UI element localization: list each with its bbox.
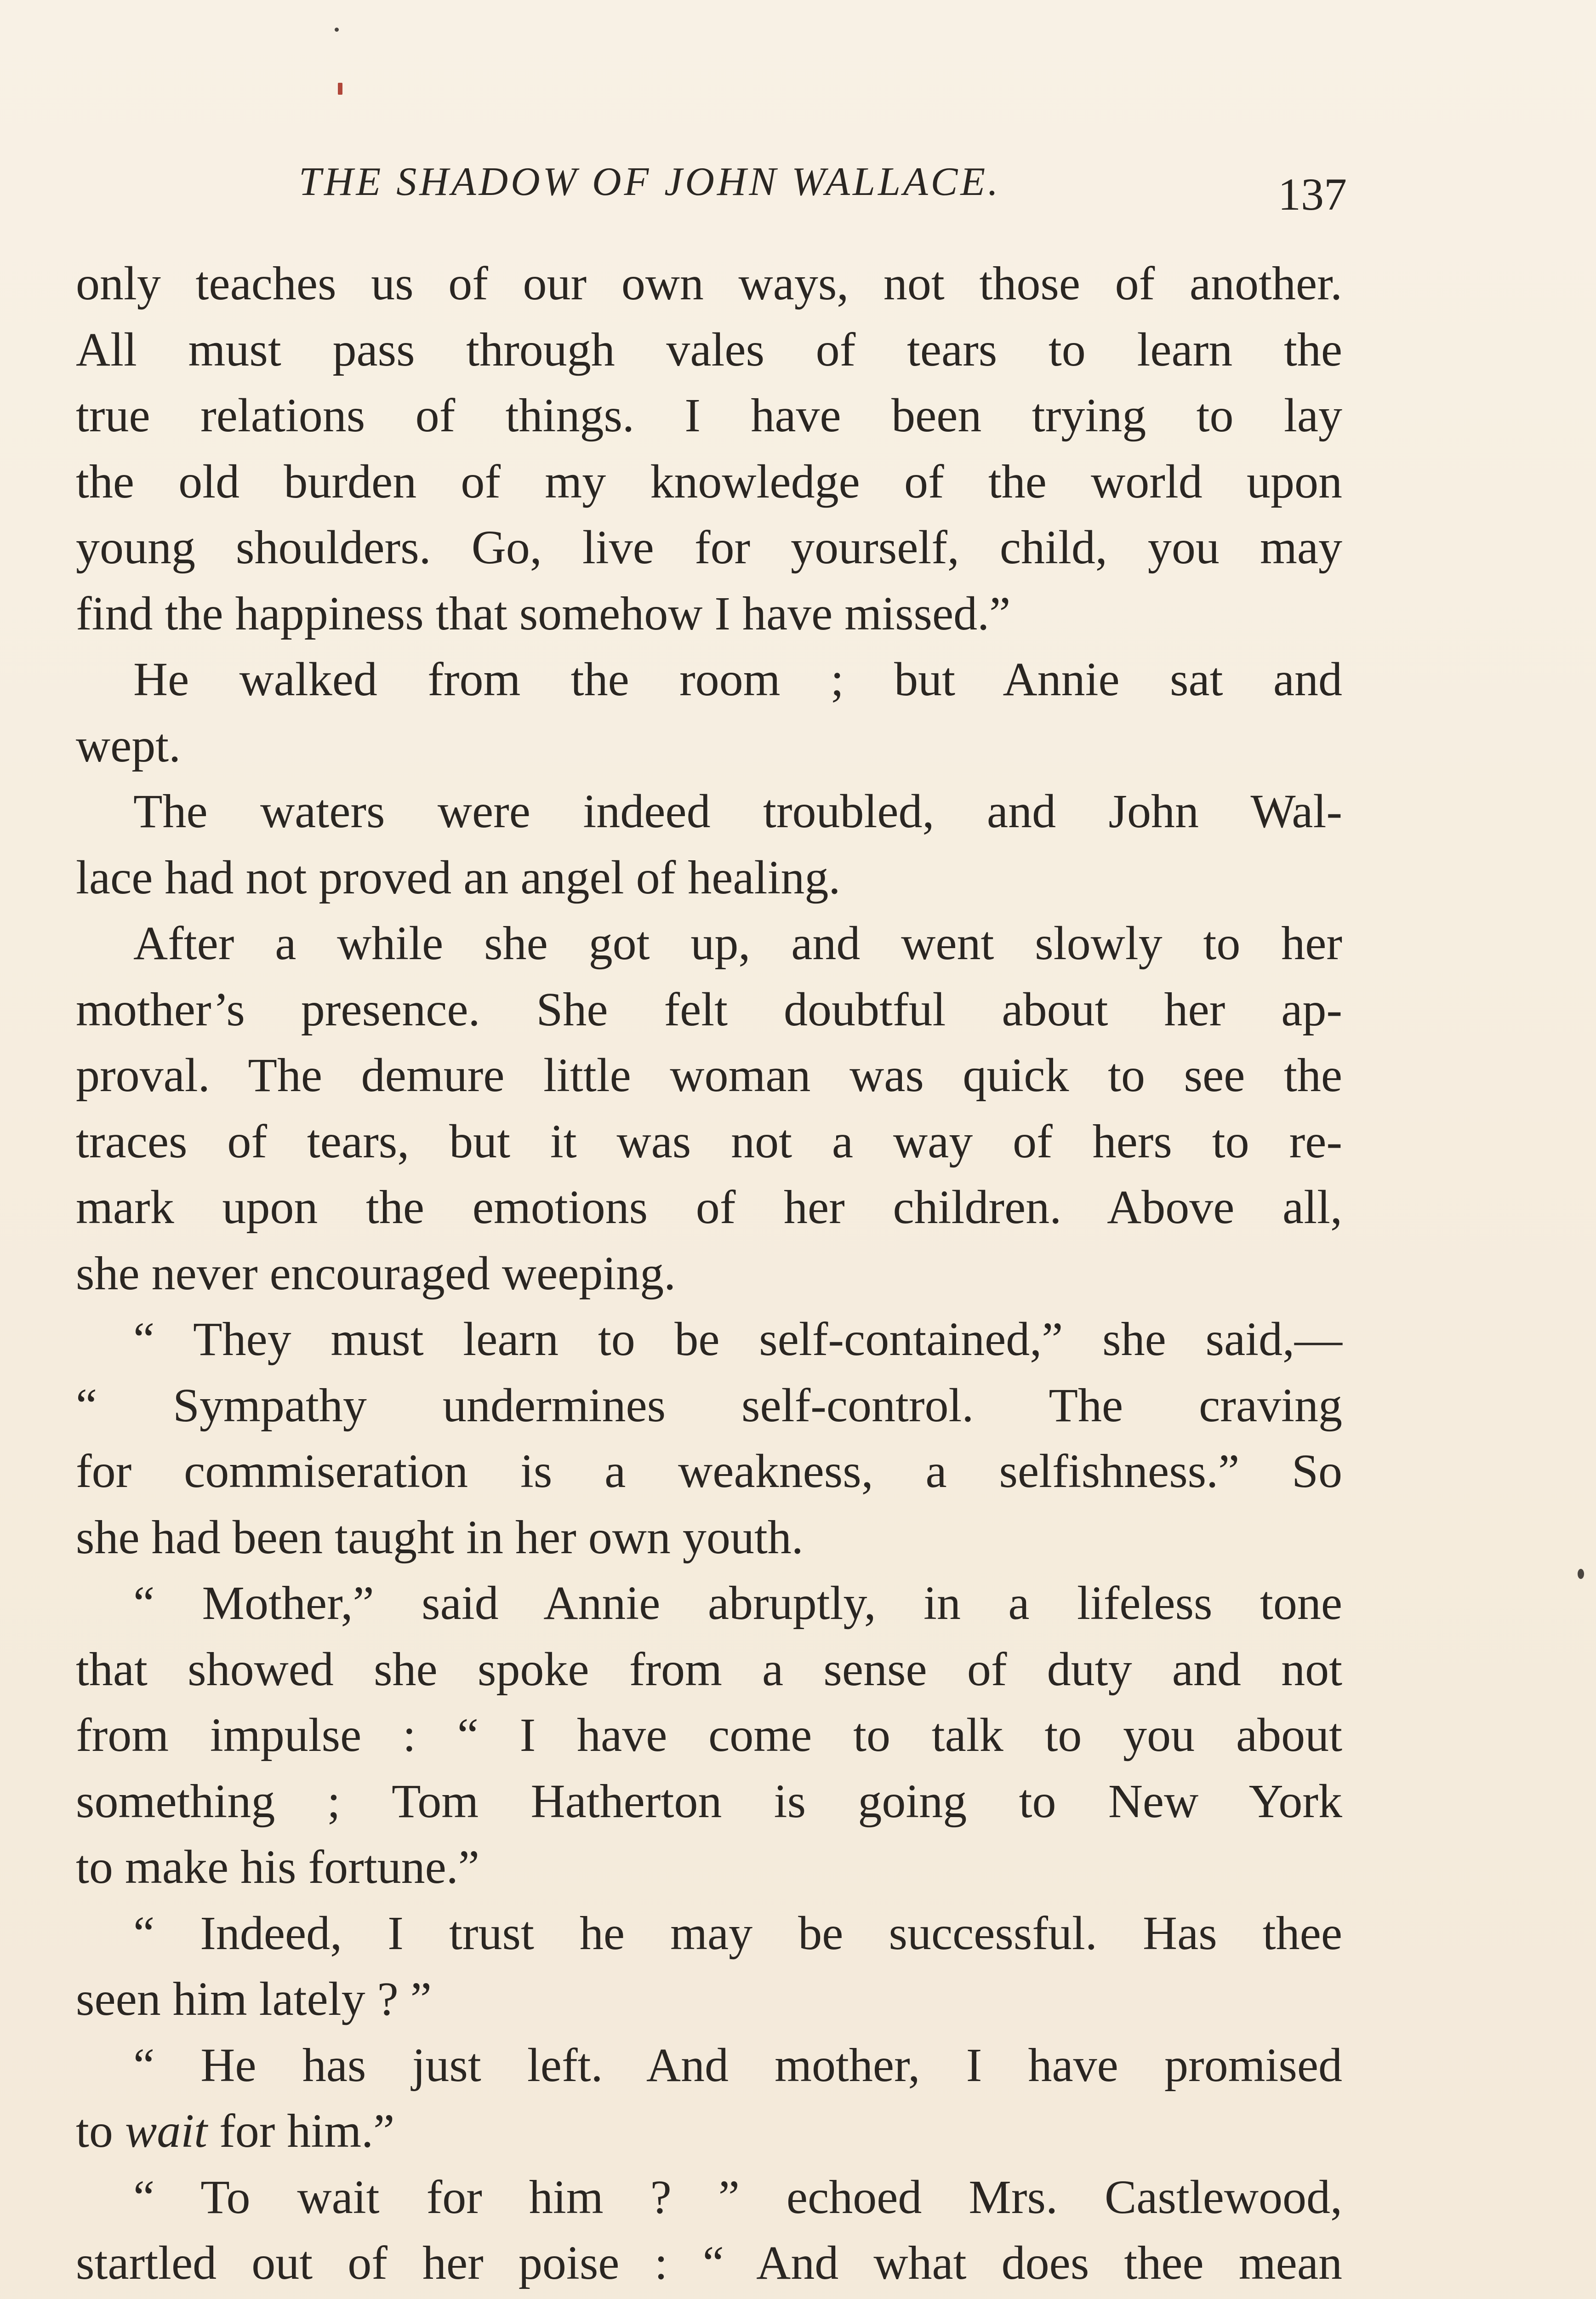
text-line: she never encouraged weeping. bbox=[76, 1247, 676, 1300]
text-fragment: for him.” bbox=[207, 2105, 395, 2157]
text-line bbox=[76, 2098, 1342, 2164]
text-line: traces of tears, but it was not a way of hers to re- bbox=[76, 1115, 1342, 1168]
text-line: for commiseration is a weakness, a selfishness.” So bbox=[76, 1445, 1342, 1498]
text-line: lace had not proved an angel of healing. bbox=[76, 851, 841, 904]
body-text bbox=[76, 251, 1342, 2299]
text-line: “ Sympathy undermines self-control. The craving bbox=[76, 1378, 1342, 1432]
text-line: that showed she spoke from a sense of duty and not bbox=[76, 1642, 1342, 1696]
text-line bbox=[76, 2296, 1342, 2299]
text-line: young shoulders. Go, live for yourself, child, you may bbox=[76, 521, 1342, 574]
text-line: only teaches us of our own ways, not those of another. bbox=[76, 257, 1342, 310]
text-line: “ Mother,” said Annie abruptly, in a lifeless tone bbox=[133, 1577, 1342, 1630]
ink-mark bbox=[338, 83, 342, 95]
text-line: proval. The demure little woman was quick to see the bbox=[76, 1049, 1342, 1102]
ink-speck bbox=[1578, 1569, 1584, 1579]
text-line: mark upon the emotions of her children. Above all, bbox=[76, 1181, 1342, 1234]
text-line: “ To wait for him ? ” echoed Mrs. Castlewood, bbox=[133, 2170, 1342, 2224]
text-line: find the happiness that somehow I have missed.” bbox=[76, 587, 1011, 640]
text-line: All must pass through vales of tears to learn the bbox=[76, 323, 1342, 376]
text-line: After a while she got up, and went slowly to her bbox=[133, 917, 1342, 970]
text-line: wept. bbox=[76, 719, 181, 772]
text-fragment: to bbox=[76, 2105, 125, 2157]
text-line: seen him lately ? ” bbox=[76, 1973, 432, 2025]
text-line: “ They must learn to be self-contained,” she said,— bbox=[133, 1313, 1342, 1366]
page-header bbox=[78, 159, 1347, 223]
text-line: from impulse : “ I have come to talk to you about bbox=[76, 1709, 1342, 1761]
text-line: startled out of her poise : “ And what does thee mean bbox=[76, 2236, 1342, 2289]
emphasized-word: wait bbox=[125, 2105, 208, 2157]
running-head: THE SHADOW OF JOHN WALLACE. bbox=[299, 160, 1001, 204]
text-line: “ He has just left. And mother, I have promised bbox=[133, 2038, 1342, 2092]
text-line: He walked from the room ; but Annie sat and bbox=[133, 653, 1342, 706]
text-line: “ Indeed, I trust he may be successful. Has thee bbox=[133, 1906, 1342, 1960]
text-line: true relations of things. I have been trying to lay bbox=[76, 389, 1342, 442]
ink-speck bbox=[335, 28, 339, 32]
text-line: The waters were indeed troubled, and John Wal- bbox=[133, 785, 1342, 838]
text-line: something ; Tom Hatherton is going to New York bbox=[76, 1774, 1342, 1828]
text-line: mother’s presence. She felt doubtful about her ap- bbox=[76, 983, 1342, 1036]
text-line: she had been taught in her own youth. bbox=[76, 1510, 804, 1564]
text-line: the old burden of my knowledge of the world upon bbox=[76, 455, 1342, 508]
page-number: 137 bbox=[1278, 169, 1347, 220]
text-line: to make his fortune.” bbox=[76, 1841, 479, 1893]
